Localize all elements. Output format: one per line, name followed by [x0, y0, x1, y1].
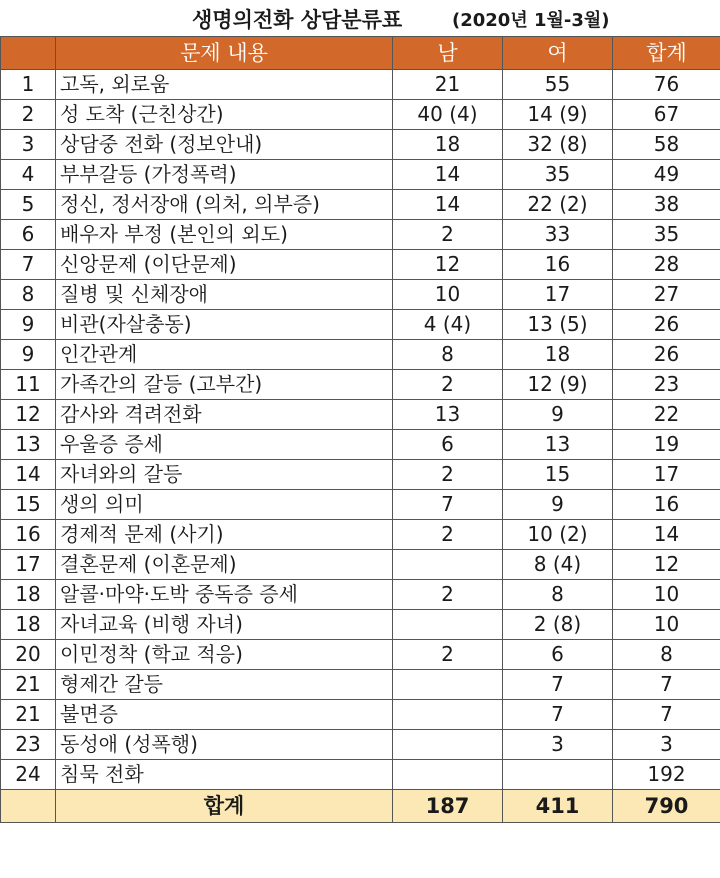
row-num: 23: [1, 730, 56, 760]
table-row: [1, 580, 720, 610]
row-male: 14: [393, 190, 503, 220]
row-total: 19: [613, 430, 720, 460]
table-row: [1, 280, 720, 310]
row-total: 3: [613, 730, 720, 760]
row-total: 76: [613, 70, 720, 100]
row-problem: 형제간 갈등: [56, 670, 393, 700]
row-num: 15: [1, 490, 56, 520]
table-row: [1, 310, 720, 340]
row-problem: 결혼문제 (이혼문제): [56, 550, 393, 580]
row-male: 4 (4): [393, 310, 503, 340]
row-total: 7: [613, 670, 720, 700]
title-row: [0, 0, 720, 36]
row-total: 10: [613, 580, 720, 610]
header-female: 여: [503, 37, 613, 70]
row-male: 7: [393, 490, 503, 520]
row-female: 33: [503, 220, 613, 250]
counseling-table: [0, 36, 720, 823]
table-row: [1, 640, 720, 670]
row-female: 7: [503, 700, 613, 730]
row-problem: 부부갈등 (가정폭력): [56, 160, 393, 190]
row-total: 58: [613, 130, 720, 160]
row-male: 12: [393, 250, 503, 280]
table-body: [1, 70, 720, 790]
total-row: [1, 790, 720, 823]
table-row: [1, 130, 720, 160]
row-total: 10: [613, 610, 720, 640]
row-male: 40 (4): [393, 100, 503, 130]
row-female: 8: [503, 580, 613, 610]
row-total: 17: [613, 460, 720, 490]
row-female: 12 (9): [503, 370, 613, 400]
row-problem: 배우자 부정 (본인의 외도): [56, 220, 393, 250]
header-total: 합계: [613, 37, 720, 70]
row-male: 2: [393, 370, 503, 400]
row-problem: 동성애 (성폭행): [56, 730, 393, 760]
row-male: [393, 670, 503, 700]
row-num: 6: [1, 220, 56, 250]
row-num: 9: [1, 310, 56, 340]
row-female: 9: [503, 490, 613, 520]
row-male: 14: [393, 160, 503, 190]
row-problem: 신앙문제 (이단문제): [56, 250, 393, 280]
row-num: 8: [1, 280, 56, 310]
row-male: 21: [393, 70, 503, 100]
total-total: 790: [613, 790, 720, 823]
table-row: [1, 490, 720, 520]
row-female: 13 (5): [503, 310, 613, 340]
total-num: [1, 790, 56, 823]
row-problem: 상담중 전화 (정보안내): [56, 130, 393, 160]
total-label: 합계: [56, 790, 393, 823]
row-female: 2 (8): [503, 610, 613, 640]
row-female: 22 (2): [503, 190, 613, 220]
row-male: 18: [393, 130, 503, 160]
row-problem: 인간관계: [56, 340, 393, 370]
row-total: 22: [613, 400, 720, 430]
table-row: [1, 160, 720, 190]
row-num: 14: [1, 460, 56, 490]
row-problem: 자녀와의 갈등: [56, 460, 393, 490]
row-female: 32 (8): [503, 130, 613, 160]
row-problem: 이민정착 (학교 적응): [56, 640, 393, 670]
row-problem: 고독, 외로움: [56, 70, 393, 100]
row-total: 192: [613, 760, 720, 790]
table-row: [1, 250, 720, 280]
table-row: [1, 460, 720, 490]
row-total: 14: [613, 520, 720, 550]
total-male: 187: [393, 790, 503, 823]
row-total: 28: [613, 250, 720, 280]
row-num: 4: [1, 160, 56, 190]
row-total: 27: [613, 280, 720, 310]
row-male: 8: [393, 340, 503, 370]
row-num: 21: [1, 700, 56, 730]
row-female: 55: [503, 70, 613, 100]
row-total: 26: [613, 310, 720, 340]
row-total: 12: [613, 550, 720, 580]
row-problem: 가족간의 갈등 (고부간): [56, 370, 393, 400]
row-female: 8 (4): [503, 550, 613, 580]
page-subtitle: (2020년 1월-3월): [452, 10, 610, 31]
table-row: [1, 610, 720, 640]
table-row: [1, 70, 720, 100]
table-row: [1, 400, 720, 430]
row-num: 1: [1, 70, 56, 100]
table-row: [1, 190, 720, 220]
table-row: [1, 550, 720, 580]
row-female: 14 (9): [503, 100, 613, 130]
row-total: 8: [613, 640, 720, 670]
row-female: 7: [503, 670, 613, 700]
row-num: 21: [1, 670, 56, 700]
header-male: 남: [393, 37, 503, 70]
table-row: [1, 730, 720, 760]
row-total: 23: [613, 370, 720, 400]
row-total: 38: [613, 190, 720, 220]
row-female: 6: [503, 640, 613, 670]
row-total: 7: [613, 700, 720, 730]
table-row: [1, 340, 720, 370]
row-male: 2: [393, 640, 503, 670]
row-male: 2: [393, 460, 503, 490]
row-total: 67: [613, 100, 720, 130]
row-total: 49: [613, 160, 720, 190]
row-num: 3: [1, 130, 56, 160]
row-female: 35: [503, 160, 613, 190]
row-female: 13: [503, 430, 613, 460]
row-num: 13: [1, 430, 56, 460]
table-row: [1, 700, 720, 730]
row-problem: 질병 및 신체장애: [56, 280, 393, 310]
row-male: 13: [393, 400, 503, 430]
header-name: 문제 내용: [56, 37, 393, 70]
row-num: 18: [1, 580, 56, 610]
row-total: 35: [613, 220, 720, 250]
row-female: 18: [503, 340, 613, 370]
row-male: [393, 730, 503, 760]
row-female: 17: [503, 280, 613, 310]
row-male: 6: [393, 430, 503, 460]
row-total: 26: [613, 340, 720, 370]
row-male: 2: [393, 520, 503, 550]
row-problem: 정신, 정서장애 (의처, 의부증): [56, 190, 393, 220]
row-problem: 우울증 증세: [56, 430, 393, 460]
row-male: [393, 700, 503, 730]
row-male: [393, 550, 503, 580]
row-num: 9: [1, 340, 56, 370]
header-num: [1, 37, 56, 70]
total-female: 411: [503, 790, 613, 823]
row-female: 9: [503, 400, 613, 430]
row-num: 24: [1, 760, 56, 790]
row-female: 3: [503, 730, 613, 760]
table-row: [1, 430, 720, 460]
row-male: 2: [393, 220, 503, 250]
row-female: 15: [503, 460, 613, 490]
row-num: 20: [1, 640, 56, 670]
table-row: [1, 760, 720, 790]
row-num: 5: [1, 190, 56, 220]
header-row: [1, 37, 720, 70]
row-female: 10 (2): [503, 520, 613, 550]
row-problem: 알콜·마약·도박 중독증 증세: [56, 580, 393, 610]
row-num: 12: [1, 400, 56, 430]
row-problem: 불면증: [56, 700, 393, 730]
table-row: [1, 520, 720, 550]
row-male: 2: [393, 580, 503, 610]
row-num: 11: [1, 370, 56, 400]
row-problem: 자녀교육 (비행 자녀): [56, 610, 393, 640]
table-row: [1, 100, 720, 130]
row-problem: 침묵 전화: [56, 760, 393, 790]
row-female: [503, 760, 613, 790]
row-num: 2: [1, 100, 56, 130]
row-num: 18: [1, 610, 56, 640]
row-num: 7: [1, 250, 56, 280]
row-problem: 감사와 격려전화: [56, 400, 393, 430]
row-male: [393, 760, 503, 790]
row-num: 17: [1, 550, 56, 580]
table-row: [1, 220, 720, 250]
table-row: [1, 370, 720, 400]
row-male: [393, 610, 503, 640]
page-title: 생명의전화 상담분류표: [192, 8, 403, 32]
row-num: 16: [1, 520, 56, 550]
table-row: [1, 670, 720, 700]
row-problem: 성 도착 (근친상간): [56, 100, 393, 130]
row-problem: 경제적 문제 (사기): [56, 520, 393, 550]
row-problem: 생의 의미: [56, 490, 393, 520]
row-problem: 비관(자살충동): [56, 310, 393, 340]
row-female: 16: [503, 250, 613, 280]
row-total: 16: [613, 490, 720, 520]
row-male: 10: [393, 280, 503, 310]
